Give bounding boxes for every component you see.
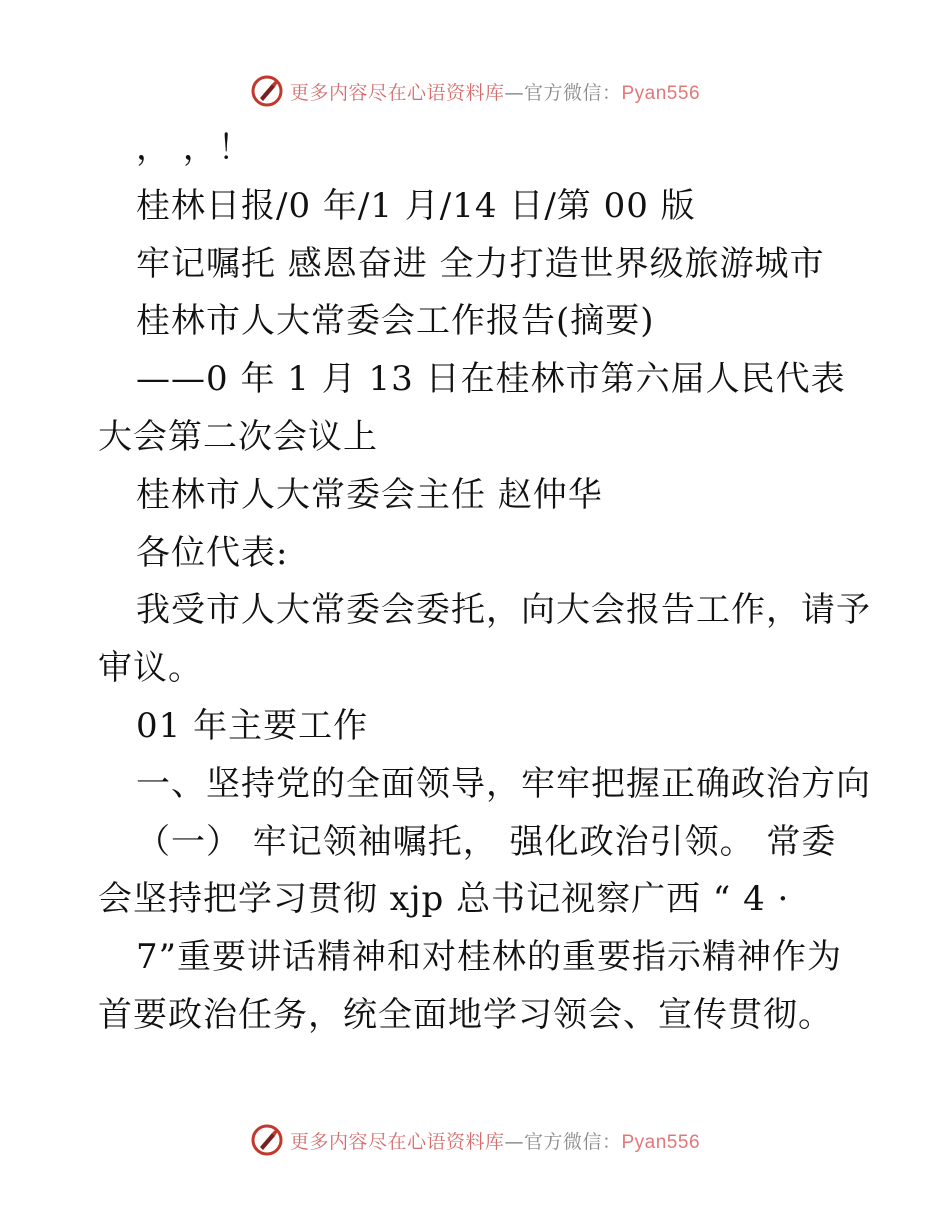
doc-line: 桂林市人大常委会主任 赵仲华 xyxy=(136,474,603,515)
watermark-label: 官方微信： xyxy=(523,1130,622,1153)
doc-line: 7”重要讲话精神和对桂林的重要指示精神作为 xyxy=(136,937,843,978)
doc-line: 01 年主要工作 xyxy=(136,705,369,746)
doc-line: 桂林市人大常委会工作报告(摘要) xyxy=(136,301,655,342)
logo-icon xyxy=(250,74,284,108)
watermark-text xyxy=(290,1127,700,1154)
doc-line: 各位代表: xyxy=(136,532,289,573)
watermark-handle: Pyan556 xyxy=(621,1131,701,1153)
doc-line: （一） 牢记领袖嘱托， 强化政治引领。 常委 xyxy=(136,821,837,862)
watermark-site: 更多内容尽在心语资料库 xyxy=(289,81,505,104)
doc-line: 桂林日报/0 年/1 月/14 日/第 00 版 xyxy=(136,185,696,226)
doc-line: 我受市人大常委会委托，向大会报告工作，请予 xyxy=(136,590,871,631)
watermark-site: 更多内容尽在心语资料库 xyxy=(289,1130,505,1153)
doc-line: 牢记嘱托 感恩奋进 全力打造世界级旅游城市 xyxy=(136,243,825,284)
watermark-dash: — xyxy=(504,1130,524,1153)
doc-line: ——0 年 1 月 13 日在桂林市第六届人民代表 xyxy=(136,359,846,400)
doc-line: 首要政治任务，统全面地学习领会、宣传贯彻。 xyxy=(98,994,833,1035)
doc-line: 大会第二次会议上 xyxy=(98,416,378,457)
doc-line: 审议。 xyxy=(98,648,203,689)
watermark-text xyxy=(290,78,700,105)
doc-line: 一、坚持党的全面领导，牢牢把握正确政治方向 xyxy=(136,763,871,804)
watermark-footer xyxy=(0,1120,950,1160)
document-body xyxy=(98,120,871,1045)
logo-icon xyxy=(250,1123,284,1157)
doc-line: ， ，！ xyxy=(136,128,253,168)
watermark-header xyxy=(0,71,950,111)
watermark-label: 官方微信： xyxy=(523,81,622,104)
watermark-dash: — xyxy=(504,81,524,104)
watermark-handle: Pyan556 xyxy=(621,82,701,104)
doc-line: 会坚持把学习贯彻 xjp 总书记视察广西 “ 4 · xyxy=(98,879,790,920)
